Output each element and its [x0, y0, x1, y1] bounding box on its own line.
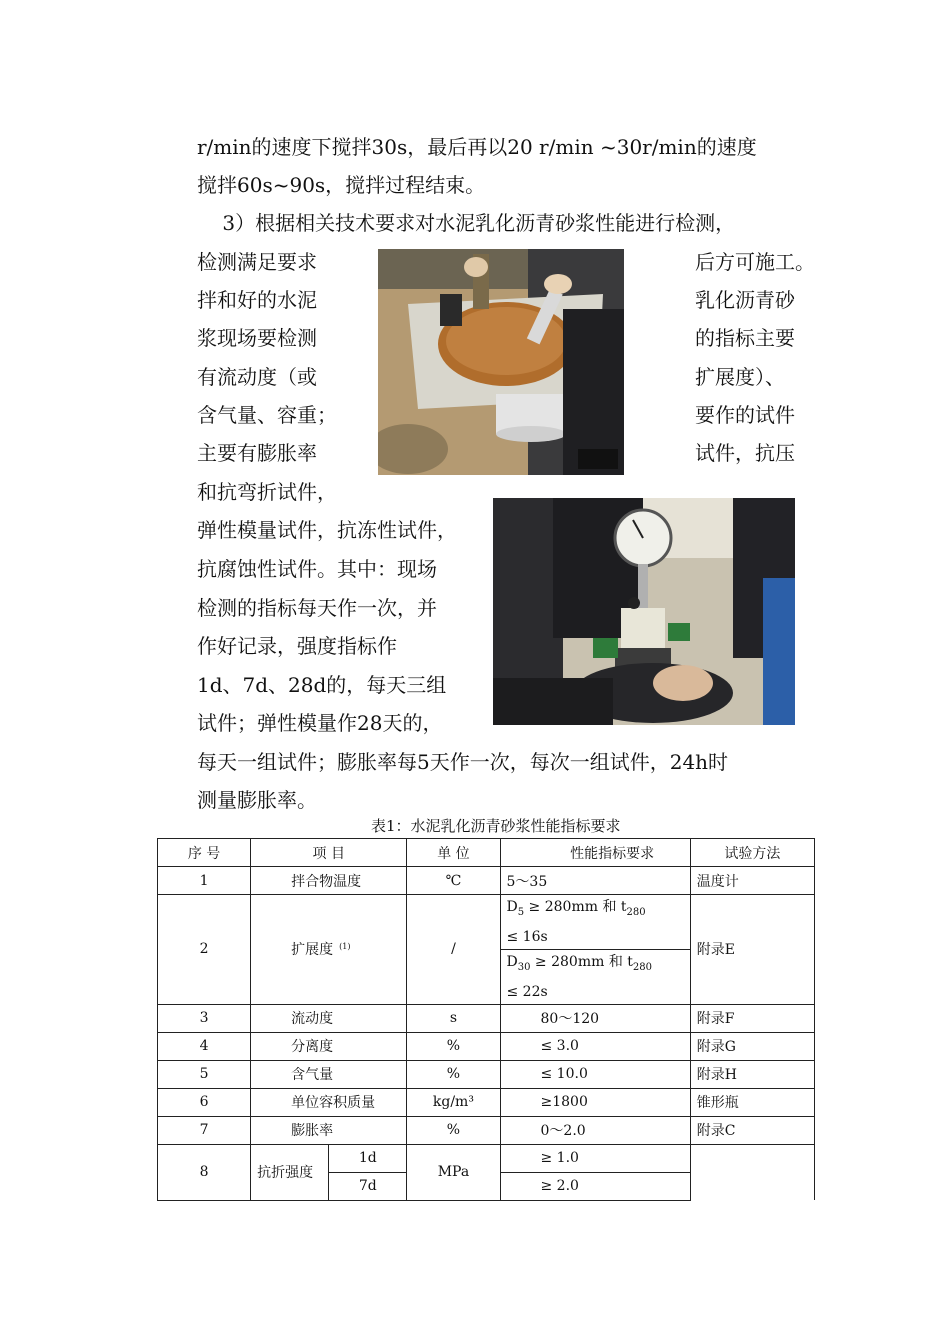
table-cell: s — [407, 1004, 500, 1032]
text-line: 搅拌60s~90s，搅拌过程结束。 — [197, 173, 486, 197]
table-row — [158, 895, 815, 950]
table-cell: 80～120 — [500, 1004, 690, 1032]
table-cell: % — [407, 1032, 500, 1060]
table-cell: 温度计 — [690, 867, 814, 895]
table-row — [158, 1032, 815, 1060]
table-cell: 4 — [158, 1032, 251, 1060]
req-text: ≤ 16s — [506, 928, 548, 945]
table-cell: 附录G — [690, 1032, 814, 1060]
req-text: ≥ 280mm 和 t — [530, 953, 633, 970]
table-cell: kg/m³ — [407, 1088, 500, 1116]
table-cell: ≥1800 — [500, 1088, 690, 1116]
table-row — [158, 1144, 815, 1172]
table-cell — [690, 1144, 814, 1200]
req-sub: 5 — [517, 906, 525, 918]
table-cell: 7 — [158, 1116, 251, 1144]
table-row — [158, 1116, 815, 1144]
req-text: ≥ 280mm 和 t — [524, 899, 627, 915]
text-line: 浆现场要检测 — [197, 326, 317, 350]
text-line: 试件；弹性模量作28天的， — [197, 711, 443, 735]
header-cell: 单 位 — [407, 839, 500, 867]
table-cell: 流动度 — [251, 1004, 407, 1032]
header-cell: 试验方法 — [690, 839, 814, 867]
table-cell: ℃ — [407, 867, 500, 895]
text-line: 检测的指标每天作一次，并 — [197, 596, 437, 620]
text-line: 后方可施工。 — [695, 250, 815, 274]
req-sub: 280 — [632, 961, 652, 973]
table-cell: 单位容积质量 — [251, 1088, 407, 1116]
table-cell: 1d — [329, 1144, 407, 1172]
performance-table — [157, 838, 815, 1201]
table-cell: 附录H — [690, 1060, 814, 1088]
table-cell: 膨胀率 — [251, 1116, 407, 1144]
text-line: 试件，抗压 — [695, 441, 795, 465]
footnote-mark: (1) — [339, 941, 351, 951]
table-row — [158, 1004, 815, 1032]
table-cell: 分离度 — [251, 1032, 407, 1060]
text-line: 主要有膨胀率 — [197, 441, 317, 465]
text-line: 扩展度）、 — [695, 365, 785, 389]
table-row — [158, 1088, 815, 1116]
text-line: 拌和好的水泥 — [197, 288, 317, 312]
table-cell: 0～2.0 — [500, 1116, 690, 1144]
req-text: D — [506, 899, 518, 915]
text-line: 和抗弯折试件， — [197, 480, 337, 504]
text-line: 1d、7d、28d的，每天三组 — [197, 673, 447, 697]
header-cell: 性能指标要求 — [500, 839, 690, 867]
table-cell: 拌合物温度 — [251, 867, 407, 895]
table-cell: MPa — [407, 1144, 500, 1200]
table-cell: 5 — [158, 1060, 251, 1088]
table-cell: 含气量 — [251, 1060, 407, 1088]
text-line: 乳化沥青砂 — [695, 288, 795, 312]
text-line: 含气量、容重； — [197, 403, 337, 427]
header-cell: 序 号 — [158, 839, 251, 867]
table-cell — [500, 949, 690, 1004]
table-cell: 锥形瓶 — [690, 1088, 814, 1116]
table-row — [158, 1060, 815, 1088]
text-line: 有流动度（或 — [197, 365, 317, 389]
table-cell: 5～35 — [500, 867, 690, 895]
photo-air-content-test — [493, 498, 795, 725]
table-cell: 1 — [158, 867, 251, 895]
table-caption: 表1：水泥乳化沥青砂浆性能指标要求 — [371, 817, 621, 835]
table-row — [158, 867, 815, 895]
table-cell: ≤ 3.0 — [500, 1032, 690, 1060]
table-cell: 8 — [158, 1144, 251, 1200]
table-cell: 附录C — [690, 1116, 814, 1144]
item-label: 扩展度 — [291, 942, 334, 959]
text-line: r/min的速度下搅拌30s，最后再以20 r/min ~30r/min的速度 — [197, 135, 757, 159]
req-sub: 30 — [517, 961, 531, 973]
table-cell: / — [407, 895, 500, 1005]
text-line: 3）根据相关技术要求对水泥乳化沥青砂浆性能进行检测， — [197, 211, 736, 235]
header-cell: 项 目 — [251, 839, 407, 867]
table-cell: ≥ 2.0 — [500, 1172, 690, 1200]
text-line: 测量膨胀率。 — [197, 788, 317, 812]
table-cell — [500, 895, 690, 950]
photo-spread-test — [378, 249, 624, 475]
table-cell: 2 — [158, 895, 251, 1005]
table-cell: 6 — [158, 1088, 251, 1116]
table-cell: 抗折强度 — [251, 1144, 329, 1200]
table-cell: ≥ 1.0 — [500, 1144, 690, 1172]
text-line: 检测满足要求 — [197, 250, 317, 274]
table-cell: % — [407, 1116, 500, 1144]
req-text: D — [506, 953, 518, 970]
req-sub: 280 — [626, 906, 646, 918]
table-cell: 7d — [329, 1172, 407, 1200]
text-line: 每天一组试件；膨胀率每5天作一次，每次一组试件，24h时 — [197, 750, 729, 774]
text-line: 的指标主要 — [695, 326, 795, 350]
text-line: 作好记录，强度指标作 — [197, 634, 397, 658]
text-line: 弹性模量试件，抗冻性试件， — [197, 518, 457, 542]
table-cell: 附录E — [690, 895, 814, 1005]
table-cell: 3 — [158, 1004, 251, 1032]
table-cell: % — [407, 1060, 500, 1088]
req-text: ≤ 22s — [506, 983, 548, 1000]
table-cell: 附录F — [690, 1004, 814, 1032]
text-line: 抗腐蚀性试件。其中：现场 — [197, 557, 437, 581]
table-cell — [251, 895, 407, 1005]
text-line: 要作的试件 — [695, 403, 795, 427]
table-cell: ≤ 10.0 — [500, 1060, 690, 1088]
table-header-row — [158, 839, 815, 867]
